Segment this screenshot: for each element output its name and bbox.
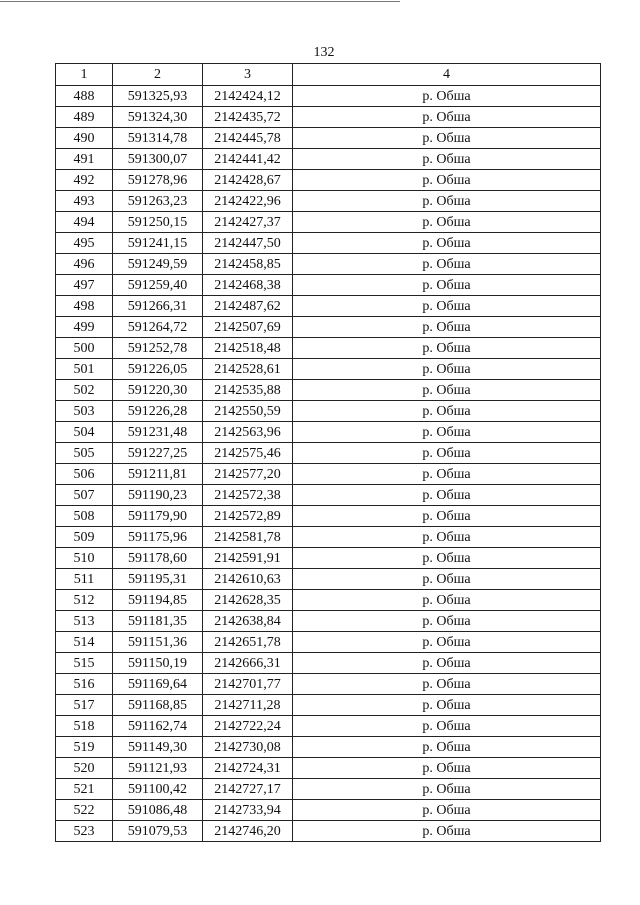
table-row xyxy=(56,800,601,821)
table-row xyxy=(56,401,601,422)
description-cell: р. Обша xyxy=(293,233,601,254)
x-coordinate-cell: 591324,30 xyxy=(113,107,203,128)
y-coordinate-cell: 2142445,78 xyxy=(203,128,293,149)
x-coordinate-cell: 591241,15 xyxy=(113,233,203,254)
y-coordinate-cell: 2142507,69 xyxy=(203,317,293,338)
x-coordinate-cell: 591259,40 xyxy=(113,275,203,296)
table-row xyxy=(56,338,601,359)
y-coordinate-cell: 2142572,38 xyxy=(203,485,293,506)
description-cell: р. Обша xyxy=(293,632,601,653)
description-cell: р. Обша xyxy=(293,212,601,233)
x-coordinate-cell: 591226,28 xyxy=(113,401,203,422)
y-coordinate-cell: 2142638,84 xyxy=(203,611,293,632)
point-number-cell: 494 xyxy=(56,212,113,233)
description-cell: р. Обша xyxy=(293,191,601,212)
table-row xyxy=(56,674,601,695)
x-coordinate-cell: 591250,15 xyxy=(113,212,203,233)
y-coordinate-cell: 2142628,35 xyxy=(203,590,293,611)
point-number-cell: 492 xyxy=(56,170,113,191)
point-number-cell: 497 xyxy=(56,275,113,296)
description-cell: р. Обша xyxy=(293,128,601,149)
table-header xyxy=(56,64,601,86)
table-row xyxy=(56,296,601,317)
table-row xyxy=(56,548,601,569)
point-number-cell: 496 xyxy=(56,254,113,275)
description-cell: р. Обша xyxy=(293,653,601,674)
x-coordinate-cell: 591264,72 xyxy=(113,317,203,338)
x-coordinate-cell: 591086,48 xyxy=(113,800,203,821)
point-number-cell: 513 xyxy=(56,611,113,632)
table-row xyxy=(56,380,601,401)
point-number-cell: 495 xyxy=(56,233,113,254)
table-row xyxy=(56,170,601,191)
x-coordinate-cell: 591168,85 xyxy=(113,695,203,716)
y-coordinate-cell: 2142468,38 xyxy=(203,275,293,296)
table-row xyxy=(56,443,601,464)
table-row xyxy=(56,506,601,527)
point-number-cell: 502 xyxy=(56,380,113,401)
y-coordinate-cell: 2142427,37 xyxy=(203,212,293,233)
table-row xyxy=(56,275,601,296)
description-cell: р. Обша xyxy=(293,569,601,590)
table-row xyxy=(56,485,601,506)
y-coordinate-cell: 2142575,46 xyxy=(203,443,293,464)
description-cell: р. Обша xyxy=(293,338,601,359)
table-row xyxy=(56,695,601,716)
description-cell: р. Обша xyxy=(293,779,601,800)
point-number-cell: 510 xyxy=(56,548,113,569)
x-coordinate-cell: 591151,36 xyxy=(113,632,203,653)
table-body xyxy=(56,86,601,842)
y-coordinate-cell: 2142441,42 xyxy=(203,149,293,170)
x-coordinate-cell: 591231,48 xyxy=(113,422,203,443)
y-coordinate-cell: 2142435,72 xyxy=(203,107,293,128)
column-header-1: 1 xyxy=(56,64,113,86)
point-number-cell: 488 xyxy=(56,86,113,107)
description-cell: р. Обша xyxy=(293,380,601,401)
description-cell: р. Обша xyxy=(293,695,601,716)
point-number-cell: 518 xyxy=(56,716,113,737)
x-coordinate-cell: 591211,81 xyxy=(113,464,203,485)
point-number-cell: 511 xyxy=(56,569,113,590)
point-number-cell: 507 xyxy=(56,485,113,506)
table-row xyxy=(56,149,601,170)
point-number-cell: 512 xyxy=(56,590,113,611)
y-coordinate-cell: 2142711,28 xyxy=(203,695,293,716)
description-cell: р. Обша xyxy=(293,107,601,128)
x-coordinate-cell: 591150,19 xyxy=(113,653,203,674)
x-coordinate-cell: 591278,96 xyxy=(113,170,203,191)
x-coordinate-cell: 591252,78 xyxy=(113,338,203,359)
y-coordinate-cell: 2142730,08 xyxy=(203,737,293,758)
point-number-cell: 499 xyxy=(56,317,113,338)
y-coordinate-cell: 2142733,94 xyxy=(203,800,293,821)
table-row xyxy=(56,758,601,779)
column-header-2: 2 xyxy=(113,64,203,86)
y-coordinate-cell: 2142666,31 xyxy=(203,653,293,674)
y-coordinate-cell: 2142746,20 xyxy=(203,821,293,842)
y-coordinate-cell: 2142458,85 xyxy=(203,254,293,275)
description-cell: р. Обша xyxy=(293,86,601,107)
y-coordinate-cell: 2142447,50 xyxy=(203,233,293,254)
y-coordinate-cell: 2142581,78 xyxy=(203,527,293,548)
table-row xyxy=(56,737,601,758)
y-coordinate-cell: 2142577,20 xyxy=(203,464,293,485)
description-cell: р. Обша xyxy=(293,716,601,737)
x-coordinate-cell: 591179,90 xyxy=(113,506,203,527)
description-cell: р. Обша xyxy=(293,170,601,191)
point-number-cell: 508 xyxy=(56,506,113,527)
table-row xyxy=(56,359,601,380)
x-coordinate-cell: 591162,74 xyxy=(113,716,203,737)
x-coordinate-cell: 591181,35 xyxy=(113,611,203,632)
y-coordinate-cell: 2142722,24 xyxy=(203,716,293,737)
y-coordinate-cell: 2142724,31 xyxy=(203,758,293,779)
y-coordinate-cell: 2142535,88 xyxy=(203,380,293,401)
point-number-cell: 501 xyxy=(56,359,113,380)
x-coordinate-cell: 591325,93 xyxy=(113,86,203,107)
description-cell: р. Обша xyxy=(293,275,601,296)
table-row xyxy=(56,590,601,611)
y-coordinate-cell: 2142701,77 xyxy=(203,674,293,695)
description-cell: р. Обша xyxy=(293,506,601,527)
table-row xyxy=(56,317,601,338)
point-number-cell: 514 xyxy=(56,632,113,653)
point-number-cell: 498 xyxy=(56,296,113,317)
column-header-3: 3 xyxy=(203,64,293,86)
description-cell: р. Обша xyxy=(293,485,601,506)
x-coordinate-cell: 591175,96 xyxy=(113,527,203,548)
table-row xyxy=(56,191,601,212)
y-coordinate-cell: 2142487,62 xyxy=(203,296,293,317)
x-coordinate-cell: 591149,30 xyxy=(113,737,203,758)
description-cell: р. Обша xyxy=(293,737,601,758)
description-cell: р. Обша xyxy=(293,464,601,485)
header-row xyxy=(56,64,601,86)
description-cell: р. Обша xyxy=(293,527,601,548)
x-coordinate-cell: 591300,07 xyxy=(113,149,203,170)
description-cell: р. Обша xyxy=(293,800,601,821)
table-row xyxy=(56,716,601,737)
table-row xyxy=(56,212,601,233)
table-row xyxy=(56,128,601,149)
table-row xyxy=(56,527,601,548)
x-coordinate-cell: 591227,25 xyxy=(113,443,203,464)
x-coordinate-cell: 591169,64 xyxy=(113,674,203,695)
description-cell: р. Обша xyxy=(293,149,601,170)
y-coordinate-cell: 2142528,61 xyxy=(203,359,293,380)
table-row xyxy=(56,779,601,800)
description-cell: р. Обша xyxy=(293,359,601,380)
point-number-cell: 523 xyxy=(56,821,113,842)
table-row xyxy=(56,653,601,674)
point-number-cell: 515 xyxy=(56,653,113,674)
y-coordinate-cell: 2142572,89 xyxy=(203,506,293,527)
y-coordinate-cell: 2142563,96 xyxy=(203,422,293,443)
coordinates-table xyxy=(55,63,601,842)
table-row xyxy=(56,107,601,128)
point-number-cell: 490 xyxy=(56,128,113,149)
x-coordinate-cell: 591314,78 xyxy=(113,128,203,149)
description-cell: р. Обша xyxy=(293,317,601,338)
table-row xyxy=(56,233,601,254)
point-number-cell: 506 xyxy=(56,464,113,485)
point-number-cell: 503 xyxy=(56,401,113,422)
y-coordinate-cell: 2142428,67 xyxy=(203,170,293,191)
point-number-cell: 519 xyxy=(56,737,113,758)
description-cell: р. Обша xyxy=(293,254,601,275)
x-coordinate-cell: 591194,85 xyxy=(113,590,203,611)
x-coordinate-cell: 591263,23 xyxy=(113,191,203,212)
description-cell: р. Обша xyxy=(293,401,601,422)
point-number-cell: 520 xyxy=(56,758,113,779)
y-coordinate-cell: 2142424,12 xyxy=(203,86,293,107)
description-cell: р. Обша xyxy=(293,296,601,317)
point-number-cell: 517 xyxy=(56,695,113,716)
x-coordinate-cell: 591226,05 xyxy=(113,359,203,380)
x-coordinate-cell: 591100,42 xyxy=(113,779,203,800)
x-coordinate-cell: 591195,31 xyxy=(113,569,203,590)
y-coordinate-cell: 2142591,91 xyxy=(203,548,293,569)
point-number-cell: 522 xyxy=(56,800,113,821)
y-coordinate-cell: 2142727,17 xyxy=(203,779,293,800)
description-cell: р. Обша xyxy=(293,674,601,695)
point-number-cell: 489 xyxy=(56,107,113,128)
table-row xyxy=(56,254,601,275)
y-coordinate-cell: 2142550,59 xyxy=(203,401,293,422)
point-number-cell: 521 xyxy=(56,779,113,800)
table-row xyxy=(56,569,601,590)
table-row xyxy=(56,632,601,653)
y-coordinate-cell: 2142610,63 xyxy=(203,569,293,590)
y-coordinate-cell: 2142518,48 xyxy=(203,338,293,359)
x-coordinate-cell: 591121,93 xyxy=(113,758,203,779)
y-coordinate-cell: 2142651,78 xyxy=(203,632,293,653)
top-rule xyxy=(0,1,400,2)
x-coordinate-cell: 591266,31 xyxy=(113,296,203,317)
column-header-4: 4 xyxy=(293,64,601,86)
x-coordinate-cell: 591249,59 xyxy=(113,254,203,275)
x-coordinate-cell: 591190,23 xyxy=(113,485,203,506)
table-row xyxy=(56,611,601,632)
y-coordinate-cell: 2142422,96 xyxy=(203,191,293,212)
point-number-cell: 500 xyxy=(56,338,113,359)
x-coordinate-cell: 591178,60 xyxy=(113,548,203,569)
description-cell: р. Обша xyxy=(293,443,601,464)
description-cell: р. Обша xyxy=(293,821,601,842)
point-number-cell: 493 xyxy=(56,191,113,212)
x-coordinate-cell: 591079,53 xyxy=(113,821,203,842)
point-number-cell: 491 xyxy=(56,149,113,170)
description-cell: р. Обша xyxy=(293,548,601,569)
description-cell: р. Обша xyxy=(293,590,601,611)
table-row xyxy=(56,464,601,485)
page-number: 132 xyxy=(313,45,335,60)
description-cell: р. Обша xyxy=(293,611,601,632)
point-number-cell: 505 xyxy=(56,443,113,464)
table-row xyxy=(56,821,601,842)
description-cell: р. Обша xyxy=(293,758,601,779)
x-coordinate-cell: 591220,30 xyxy=(113,380,203,401)
table-row xyxy=(56,86,601,107)
point-number-cell: 504 xyxy=(56,422,113,443)
description-cell: р. Обша xyxy=(293,422,601,443)
point-number-cell: 509 xyxy=(56,527,113,548)
point-number-cell: 516 xyxy=(56,674,113,695)
table-row xyxy=(56,422,601,443)
